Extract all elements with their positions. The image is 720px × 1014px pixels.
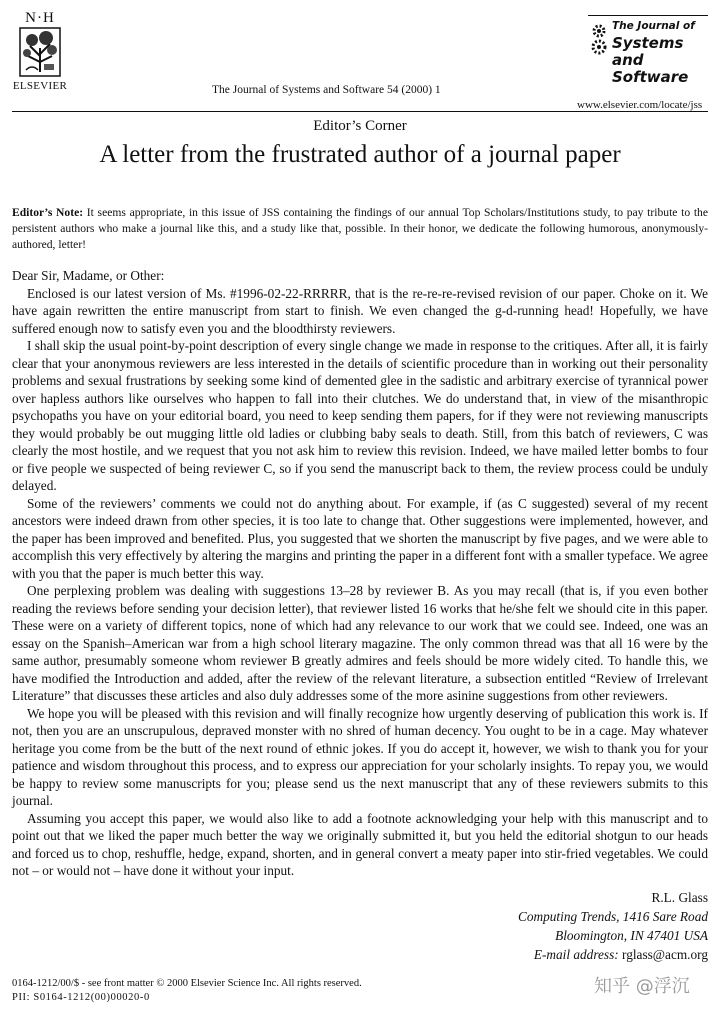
letter-paragraph: Assuming you accept this paper, we would also like to add a footnote acknowledging your help with this manuscript and to point out that we liked the paper much better the way we originally submitted it, but you held the editorial shotgun to our heads and forced us to chop, reshuffle, hedge, expand, shorten, and in general convert a meaty paper into stir-fried vegetables. We could not – or would not – have done it without your input. bbox=[12, 810, 708, 878]
letter-body bbox=[12, 267, 708, 880]
journal-citation: The Journal of Systems and Software 54 (2000) 1 bbox=[212, 84, 441, 96]
journal-logo-line2: Systems and bbox=[612, 34, 684, 69]
footer-pii: PII: S0164-1212(00)00020-0 bbox=[12, 992, 150, 1003]
letter-paragraph: Some of the reviewers’ comments we could not do anything about. For example, if (as C suggested) several of my recent ancestors were indeed drawn from other species, it is too late to change that. Other suggestions were implemented, however, and the paper has been improved and benefited. Plus, you suggested that we shorten the manuscript by five pages, and we were able to accomplish this very effectively by altering the margins and printing the paper in a different font with a smaller typeface. We agree with you that the paper is much better this way. bbox=[12, 495, 708, 581]
journal-logo-line1: The Journal of bbox=[612, 20, 695, 32]
editor-note-text: It seems appropriate, in this issue of JSS containing the findings of our annual Top Scholars/Institutions study, to pay tribute to the persistent authors who make a journal like this, and a study like that, possible. In their honor, we dedicate the following humorous, anonymously-authored, letter! bbox=[12, 206, 709, 251]
author-email[interactable]: rglass@acm.org bbox=[618, 947, 708, 962]
author-name: R.L. Glass bbox=[651, 890, 708, 905]
journal-url[interactable]: www.elsevier.com/locate/jss bbox=[577, 99, 703, 111]
editor-note-label: Editor’s Note: bbox=[12, 206, 84, 219]
footer-copyright: 0164-1212/00/$ - see front matter © 2000 Elsevier Science Inc. All rights reserved. bbox=[12, 978, 362, 989]
paper-title: A letter from the frustrated author of a journal paper bbox=[99, 141, 621, 168]
section-label: Editor’s Corner bbox=[313, 118, 407, 134]
publisher-logo bbox=[12, 10, 68, 92]
editor-note bbox=[12, 205, 708, 253]
email-label: E-mail address: bbox=[533, 947, 619, 962]
letter-paragraph: One perplexing problem was dealing with suggestions 13–28 by reviewer B. As you may recall (that is, if you even bother reading the reviews before sending your decision letter), that reviewer listed 16 works that he/she felt we should cite in this paper. These were on a variety of different topics, none of which had any relevance to our work that we could see. Indeed, one was an essay on the Spanish–American war from a high school literary magazine. The only common thread was that all 16 were by the same author, presumably someone whom reviewer B greatly admires and feels should be more widely cited. To handle this, we have modified the Introduction and added, after the review of the relevant literature, a subsection entitled “Review of Irrelevant Literature” that discusses these articles and also duly addresses some of the more asinine suggestions from other reviewers. bbox=[12, 583, 708, 703]
watermark: 知乎 @浮沉 bbox=[594, 976, 690, 997]
journal-logo-line3: Software bbox=[612, 68, 689, 86]
header-divider bbox=[12, 111, 708, 112]
publisher-mark: N·H bbox=[25, 10, 55, 26]
author-location: Bloomington, IN 47401 USA bbox=[555, 928, 708, 943]
letter-salutation: Dear Sir, Madame, or Other: bbox=[12, 268, 165, 283]
journal-logo-rule bbox=[588, 15, 708, 16]
signature-block bbox=[518, 888, 708, 964]
publisher-name: ELSEVIER bbox=[12, 80, 68, 92]
author-affiliation: Computing Trends, 1416 Sare Road bbox=[518, 909, 708, 924]
letter-paragraph: I shall skip the usual point-by-point description of every single change we made in response to the critiques. After all, it is fairly clear that your anonymous reviewers are less interested in the details of scientific procedure than in working out their personality problems and sexual frustrations by seeking some kind of demented glee in the sadistic and arbitrary exercise of tyrannical power over hapless authors like ourselves who happen to fall into their clutches. We do understand that, in view of the misanthropic psychopaths you have on your editorial board, you need to keep sending them papers, for if they were not reviewing manuscripts they would probably be out mugging little old ladies or clubbing baby seals to death. Still, from this batch of reviewers, C was clearly the most hostile, and we request that you not ask him to review this revision. Indeed, we have mailed letter bombs to four or five people we suspected of being reviewer C, so if you send the manuscript back to them, the review process could be unduly delayed. bbox=[12, 338, 708, 493]
gear-icon bbox=[588, 22, 610, 56]
letter-paragraph: Enclosed is our latest version of Ms. #1996-02-22-RRRRR, that is the re-re-re-revised revision of our paper. Choke on it. We have again rewritten the entire manuscript from start to finish. We even changed the g-d-running head! Hopefully, we have suffered enough now to satisfy even you and the bloodthirsty reviewers. bbox=[12, 285, 708, 336]
letter-paragraph: We hope you will be pleased with this revision and will finally recognize how urgently deserving of publication this work is. If not, then you are an unscrupulous, depraved monster with no shred of human decency. You ought to be in a cage. May whatever heritage you come from be the butt of the next round of ethnic jokes. If you do accept it, however, we wish to thank you for your patience and wisdom throughout this process, and to express our appreciation for your scholarly insights. To repay you, we would be happy to review some manuscripts for you; please send us the next manuscript that any of these reviewers submits to this journal. bbox=[12, 705, 708, 808]
elsevier-tree-icon bbox=[18, 26, 62, 78]
